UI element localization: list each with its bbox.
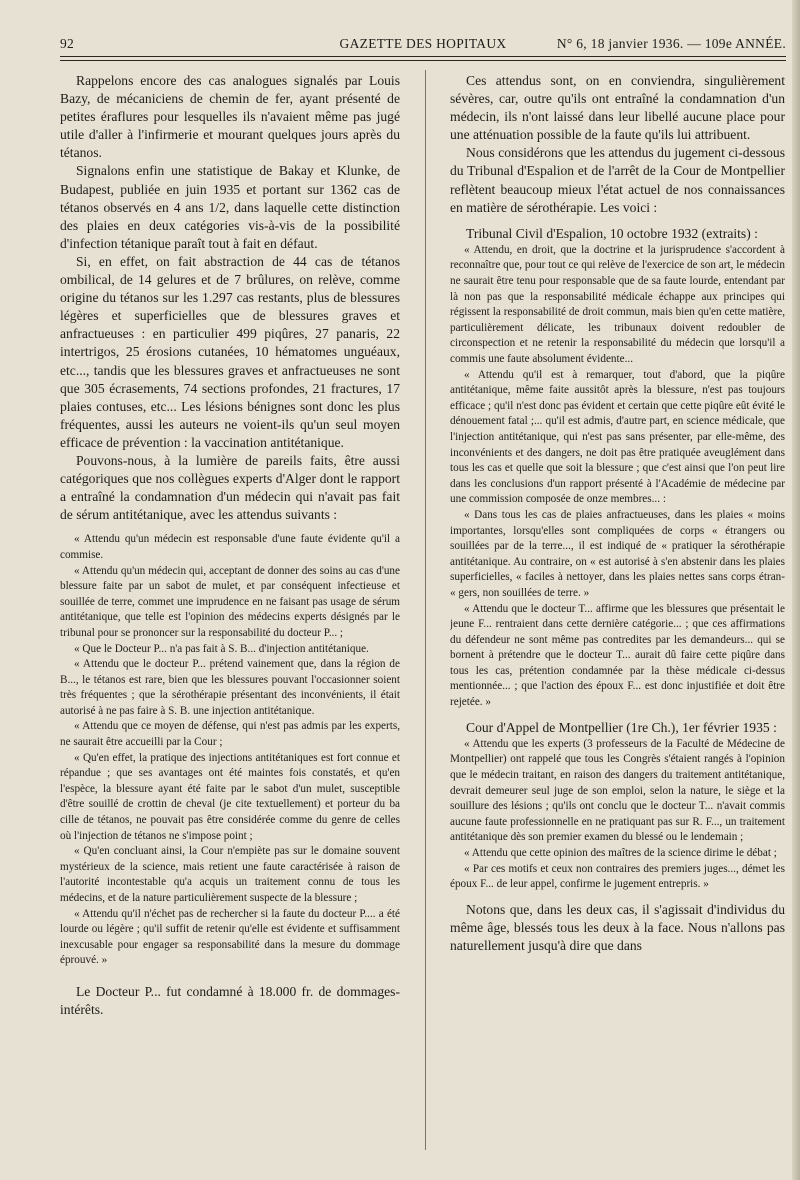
quote-paragraph: « Qu'en concluant ainsi, la Cour n'empiète pas sur le domaine souvent mystérieux de la science, mais retient une faute caractérisée à raison de l'autorité incontestable qu'a acquis un traitement connu de tous les médecins, et de la nature particulièrement suspecte de la blessure ;: [60, 845, 400, 904]
header-rule-bottom: [60, 60, 786, 61]
quote-paragraph: « Par ces motifs et ceux non contraires des premiers juges..., démet les époux F... de leur appel, confirme le jugement entrepris. »: [450, 862, 785, 891]
quote-paragraph: « Attendu que le docteur P... prétend vainement que, dans la région de B..., le tétanos est rare, bien que les blessures pouvant l'occasionner soient très fréquentes ; que la sérothérapie présentant des inconvénients, il était autorisé à ne pas faire à S. B. une injection antitétanique.: [60, 658, 400, 717]
quote-paragraph: « Attendu qu'un médecin est responsable d'une faute évidente qu'il a commise.: [60, 533, 400, 561]
spacer: [450, 217, 785, 225]
quote-paragraph: « Qu'en effet, la pratique des injections antitétaniques est fort connue et répandue ; que ses avantages ont été maintes fois constatés, et qu'en l'espèce, la blessure ayant été faite par le sabot d'un mulet, susceptible d'être souillé de crottin de cheval (je cite textuellement) et porteur du ba cille de tétanos, ne pouvait pas être considérée comme du genre de celles où l'injection de tétanos ne s'impose point ;: [60, 751, 400, 842]
quote-paragraph: « Attendu qu'un médecin qui, acceptant de donner des soins au cas d'une blessure faite par un sabot de mulet, et par conséquent infectieuse et souillée de terre, commet une imprudence en ne faisant pas usage de sérum antitétanique, que telle est l'opinion des médecins experts désignés par le tribunal pour se prononcer sur la responsabilité du docteur P... ;: [60, 564, 400, 639]
section-heading: Tribunal Civil d'Espalion, 10 octobre 1932 (extraits) :: [466, 225, 758, 241]
paragraph: Pouvons-nous, à la lumière de pareils faits, être aussi catégoriques que nos collègues experts d'Alger dont le rapport a entraîné la condamnation d'un médecin qui n'avait pas fait de sérum antitétanique, avec les attendus suivants :: [60, 452, 400, 523]
page-number: 92: [60, 36, 75, 51]
paragraph: Signalons enfin une statistique de Bakay et Klunke, de Budapest, publiée en juin 1935 et portant sur 1362 cas de tétanos observés en 4 ans 1/2, dans laquelle cette distinction des plaies en deux catégories vis-à-vis de la possibilité d'infection tétanique paraît tout à fait en défaut.: [60, 163, 400, 251]
journal-title: GAZETTE DES HOPITAUX: [339, 36, 507, 51]
paragraph: Nous considérons que les attendus du jugement ci-dessous du Tribunal d'Espalion et de l'arrêt de la Cour de Montpellier reflètent beaucoup mieux l'état actuel de nos connaissances en matière de sérothérapie. Les voici :: [450, 145, 785, 215]
quote-paragraph: « Que le Docteur P... n'a pas fait à S. B... d'injection antitétanique.: [74, 642, 369, 655]
quote-paragraph: « Dans tous les cas de plaies anfractueuses, dans les plaies « moins importantes, lorsqu'elles sont compliquées de corps « étrangers ou souillées par de la terre..., il est indiqué de « pratiquer la sérothérapie antitétanique. Au contraire, on « est autorisé à s'en abstenir dans les plaies superficielles, « faciles à nettoyer, dans les plaies nettes sans corps étran- « gers, non souillées de terre. »: [450, 508, 785, 599]
quote-paragraph: « Attendu qu'il n'échet pas de rechercher si la faute du docteur P.... a été lourde ou légère ; qu'il suffit de retenir qu'elle est évidente et suffisamment inexcusable pour engager sa responsabilité dans la mesure du dommage éprouvé. »: [60, 907, 400, 967]
header-rule-top: [60, 56, 786, 57]
quote-paragraph: « Attendu, en droit, que la doctrine et la jurisprudence s'accordent à reconnaître que, pour tout ce qui relève de l'exercice de son art, le médecin ne saurait être tenu pour responsable que de sa faute lourde, entendant par là non pas que la responsabilité médicale échappe aux principes qui régissent la responsabilité de droit commun, mais bien qu'en cette matière, particulièrement délicate, les tribunaux doivent redoubler de circonspection et ne retenir la responsabilité du médecin que lorsqu'il a commis une faute absolument évidente...: [450, 243, 785, 365]
paragraph: Notons que, dans les deux cas, il s'agissait d'individus du même âge, blessés tous les deux à la face. Nous n'allons pas naturellement jusqu'à dire que dans: [450, 901, 785, 953]
section-heading: Cour d'Appel de Montpellier (1re Ch.), 1er février 1935 :: [466, 719, 777, 735]
issue-info: N° 6, 18 janvier 1936. — 109e ANNÉE.: [556, 36, 786, 51]
spacer: [450, 711, 785, 719]
quote-paragraph: « Attendu qu'il est à remarquer, tout d'abord, que la piqûre antitétanique, même faite aussitôt après la blessure, n'est pas toujours efficace ; qu'il n'est donc pas évident et certain que cette piqûre eût évité le dénouement fatal ;... qu'il est admis, d'autre part, en science médicale, que l'injection antitétanique, qui n'est pas sans présenter, par elle-même, des inconvénients et des dangers, ne doit pas être pratiquée aveuglément dans tous les cas et quelle que soit la blessure ; que c'est ainsi que l'on peut lire dans les conclusions d'un rapport présenté à l'Académie de médecine par une commission composée de onze membres... :: [450, 368, 785, 506]
paragraph: Le Docteur P... fut condamné à 18.000 fr. de dommages-intérêts.: [60, 983, 400, 1018]
quote-paragraph: « Attendu que le docteur T... affirme que les blessures que présentait le jeune F... rentraient dans cette dernière catégorie... ; que ces affirmations du défendeur ne sont même pas contredites par les demandeurs... qui se bornent à prétendre que le docteur T... aurait dû faire cette piqûre dans tous les cas, prétention condamnée par la thèse médicale ci-dessus mentionnée... ; que l'action des époux F... est donc injustifiée et doit être rejetée. »: [450, 602, 785, 709]
page-edge: [792, 0, 800, 1180]
left-column: [60, 72, 400, 1160]
quote-paragraph: « Attendu que cette opinion des maîtres de la science dirime le débat ;: [464, 846, 777, 859]
quote-paragraph: « Attendu que ce moyen de défense, qui n'est pas admis par les experts, ne saurait être accueilli par la Cour ;: [60, 720, 400, 749]
right-column: [450, 72, 785, 1160]
column-divider: [425, 70, 426, 1150]
spacer: [450, 893, 785, 901]
spacer: [60, 969, 400, 983]
paragraph: Rappelons encore des cas analogues signalés par Louis Bazy, de mécaniciens de chemin de fer, ayant présenté de petites éraflures pour lesquelles ils n'avaient même pas jugé utile d'aller à l'infirmerie et mourant quelques jours après du tétanos.: [60, 73, 400, 161]
paragraph: Ces attendus sont, on en conviendra, singulièrement sévères, car, outre qu'ils ont entraîné la condamnation d'un médecin, ils n'ont laissé dans leur libellé aucune place pour une atténuation possible de la faute qu'ils lui attribuent.: [450, 73, 785, 143]
running-header: [60, 36, 786, 58]
paragraph: Si, en effet, on fait abstraction de 44 cas de tétanos ombilical, de 14 gelures et de 7 brûlures, on relève, comme origine du tétanos sur les 1.297 cas restants, plus de blessures légères et superficielles que de blessures graves et anfractueuses : en particulier 499 piqûres, 27 panaris, 22 intertrigos, 25 érosions cutanées, 10 hématomes unguéaux, etc..., tandis que les blessures graves et anfractueuses ne sont que 305 écrasements, 74 sections profondes, 21 fractures, 17 plaies contuses, etc... Les lésions bénignes sont donc les plus fréquentes, aussi les auteurs ne voient-ils qu'un seul moyen efficace de prévention : la vaccination antitétanique.: [60, 253, 400, 450]
spacer: [60, 524, 400, 532]
quote-paragraph: « Attendu que les experts (3 professeurs de la Faculté de Médecine de Montpellier) ont rappelé que tous les Congrès s'étaient rangés à l'opinion que le médecin traitant, en raison des dangers du traitement antitétanique, devrait demeurer seul juge de son emploi, selon la nature, le siège et la souillure des lésions ; qu'ils ont conclu que le docteur T... n'avait commis aucune faute professionnelle en ne pratiquant pas sur R. F..., un traitement antitétanique dès son premier examen du blessé ou le lendemain ;: [450, 737, 785, 844]
